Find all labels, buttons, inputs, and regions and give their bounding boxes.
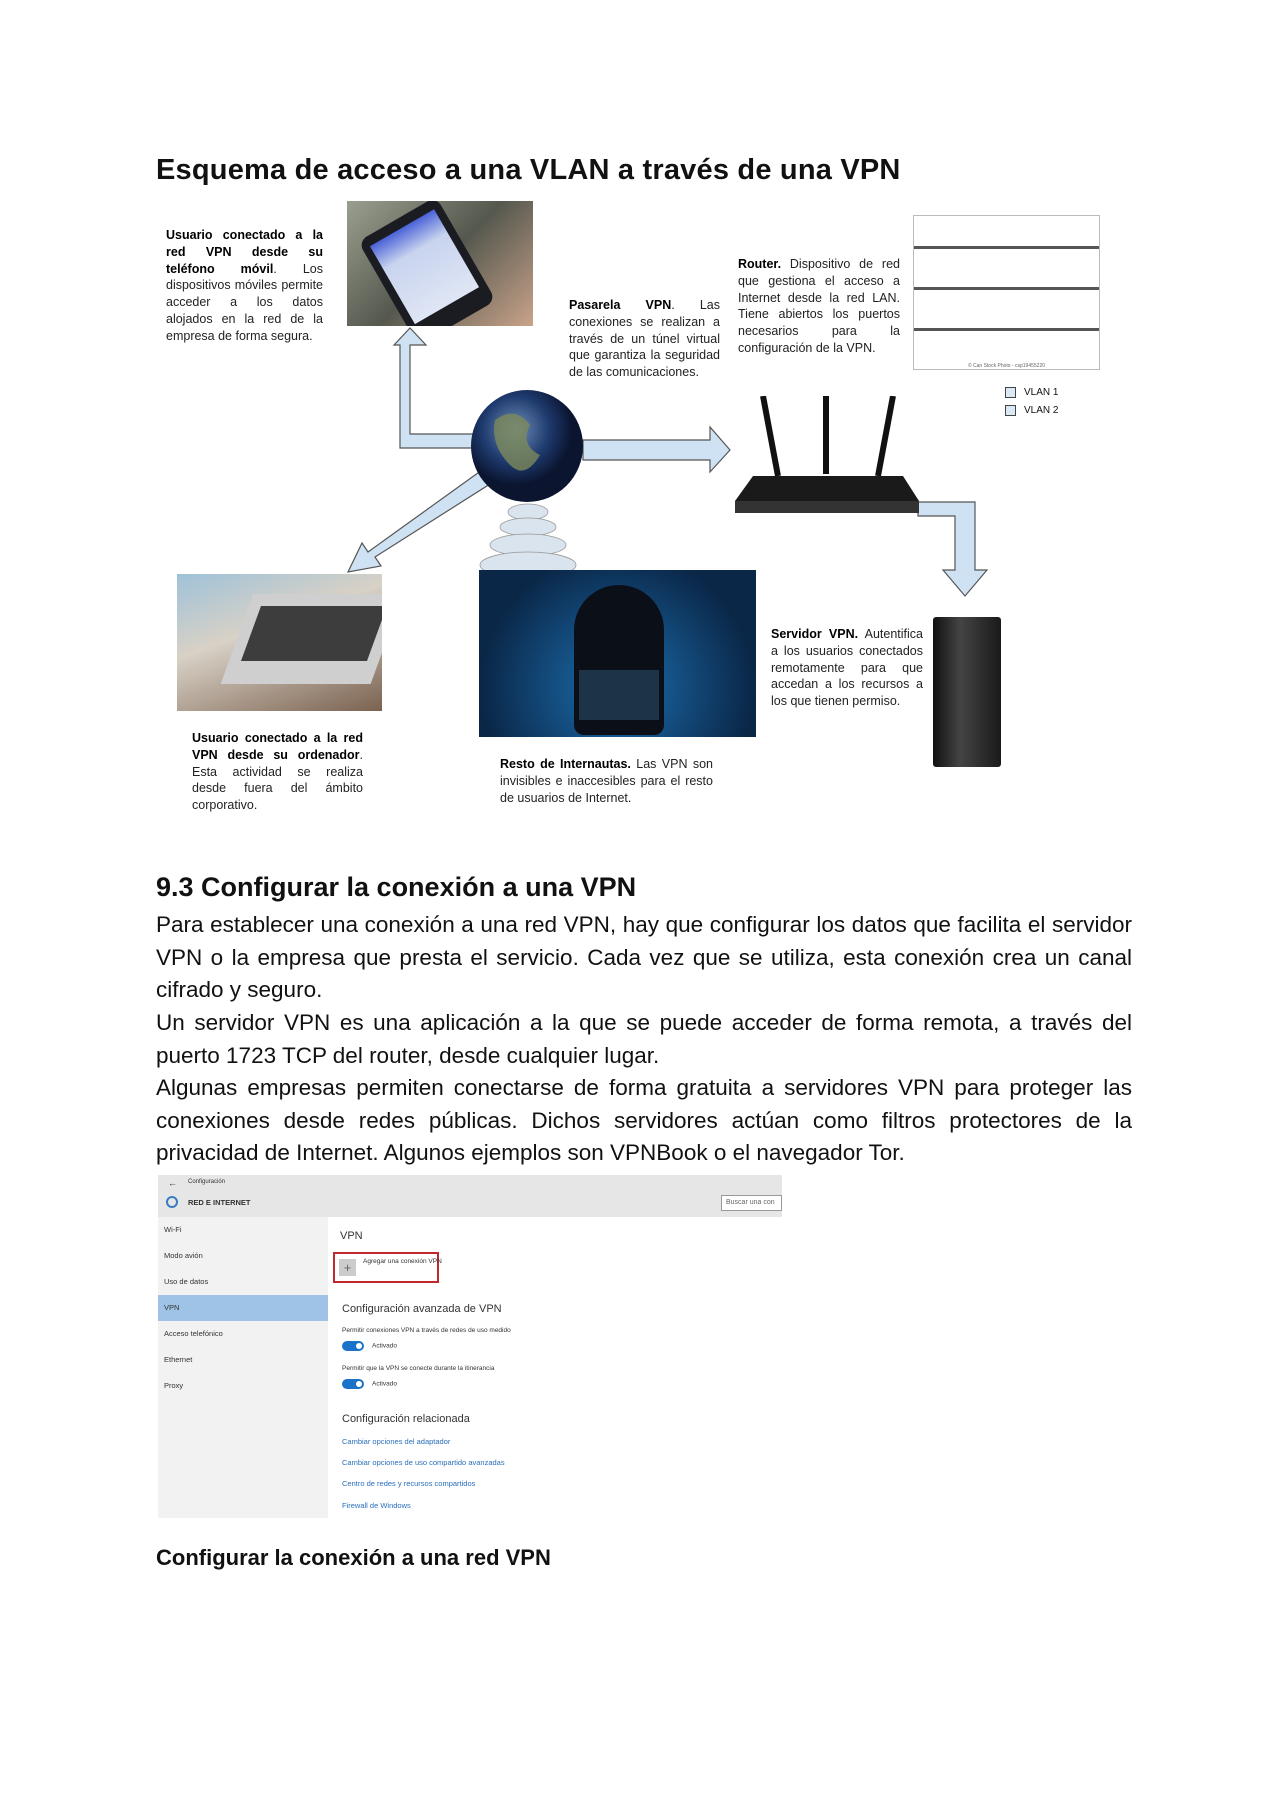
toggle-metered[interactable]: Activado [342, 1341, 397, 1351]
arrow-to-phone [394, 328, 482, 448]
nav-item-airplane[interactable]: Modo avión [164, 1251, 203, 1260]
server-image [933, 617, 1001, 767]
back-icon[interactable]: ← [168, 1178, 177, 1188]
laptop-photo [177, 574, 382, 711]
paragraph: Un servidor VPN es una aplicación a la que se puede acceder de forma remota, a través del puerto 1723 TCP del router, desde cualquier lugar. [156, 1010, 1132, 1068]
link-sharing[interactable]: Cambiar opciones de uso compartido avanzadas [342, 1458, 505, 1467]
hacker-photo [479, 570, 756, 737]
router-image [733, 396, 919, 524]
link-network-center[interactable]: Centro de redes y recursos compartidos [342, 1479, 476, 1488]
arrow-to-router [583, 427, 730, 472]
toggle-roaming[interactable]: Activado [342, 1379, 397, 1389]
link-firewall[interactable]: Firewall de Windows [342, 1501, 411, 1510]
vpn-title: VPN [340, 1230, 363, 1242]
laptop-caption: Usuario conectado a la red VPN desde su ordenador. Esta actividad se realiza desde fuera del ámbito corporativo. [192, 731, 363, 813]
plus-icon: + [339, 1259, 356, 1276]
phone-photo [347, 201, 533, 326]
vlan-legend: VLAN 1 VLAN 2 [1005, 384, 1058, 420]
section-heading: 9.3 Configurar la conexión a una VPN [156, 872, 637, 902]
search-input[interactable]: Buscar una con [721, 1195, 782, 1211]
router-caption: Router. Dispositivo de red que gestiona el acceso a Internet desde la red LAN. Tiene abiertos los puertos necesarios para la configuración de la VPN. [738, 257, 900, 355]
nav-item-wifi[interactable]: Wi-Fi [164, 1225, 182, 1234]
gateway-caption: Pasarela VPN. Las conexiones se realizan a través de un túnel virtual que garantiza la seguridad de las comunicaciones. [569, 298, 720, 380]
advanced-title: Configuración avanzada de VPN [342, 1303, 502, 1315]
nav-item-data-usage[interactable]: Uso de datos [164, 1277, 209, 1286]
section-title: RED E INTERNET [188, 1198, 251, 1207]
settings-screenshot [158, 1175, 782, 1518]
figure-caption: Configurar la conexión a una red VPN [156, 1545, 551, 1570]
settings-nav [158, 1217, 328, 1518]
settings-header [158, 1175, 782, 1217]
nav-item-proxy[interactable]: Proxy [164, 1381, 184, 1390]
house-illustration: © Can Stock Photo - csp19455220 [913, 215, 1100, 370]
gear-icon [166, 1196, 178, 1208]
nav-item-dialup[interactable]: Acceso telefónico [164, 1329, 223, 1338]
paragraph: Algunas empresas permiten conectarse de forma gratuita a servidores VPN para proteger las conexiones desde redes públicas. Dichos servidores actúan como filtros protectores de la privacidad de Internet. Algunos ejemplos son VPNBook o el navegador Tor. [156, 1075, 1132, 1166]
others-caption: Resto de Internautas. Las VPN son invisibles e inaccesibles para el resto de usuarios de Internet. [500, 757, 713, 805]
arrow-router-to-server [918, 502, 987, 596]
option-label: Permitir que la VPN se conecte durante la itinerancia [342, 1365, 495, 1372]
option-label: Permitir conexiones VPN a través de redes de uso medido [342, 1327, 511, 1334]
server-caption: Servidor VPN. Autentifica a los usuarios conectados remotamente para que accedan a los recursos a los que tienen permiso. [771, 627, 923, 709]
mobile-caption: Usuario conectado a la red VPN desde su teléfono móvil. Los dispositivos móviles permite acceder a los datos alojados en la red de la empresa de forma segura. [166, 228, 323, 343]
arrow-to-laptop [348, 470, 490, 572]
back-label: Configuración [188, 1179, 226, 1185]
related-title: Configuración relacionada [342, 1413, 470, 1425]
paragraph: Para establecer una conexión a una red VPN, hay que configurar los datos que facilita el servidor VPN o la empresa que presta el servicio. Cada vez que se utiliza, esta conexión crea un canal cifrado y seguro. [156, 912, 1132, 1003]
add-vpn-label: Agregar una conexión VPN [363, 1258, 442, 1265]
tunnel-stack [480, 504, 576, 578]
add-vpn-button[interactable] [333, 1252, 442, 1283]
page-title: Esquema de acceso a una VLAN a través de una VPN [156, 154, 901, 186]
nav-item-vpn[interactable]: VPN [158, 1295, 328, 1321]
nav-item-ethernet[interactable]: Ethernet [164, 1355, 193, 1364]
link-adapter[interactable]: Cambiar opciones del adaptador [342, 1437, 451, 1446]
